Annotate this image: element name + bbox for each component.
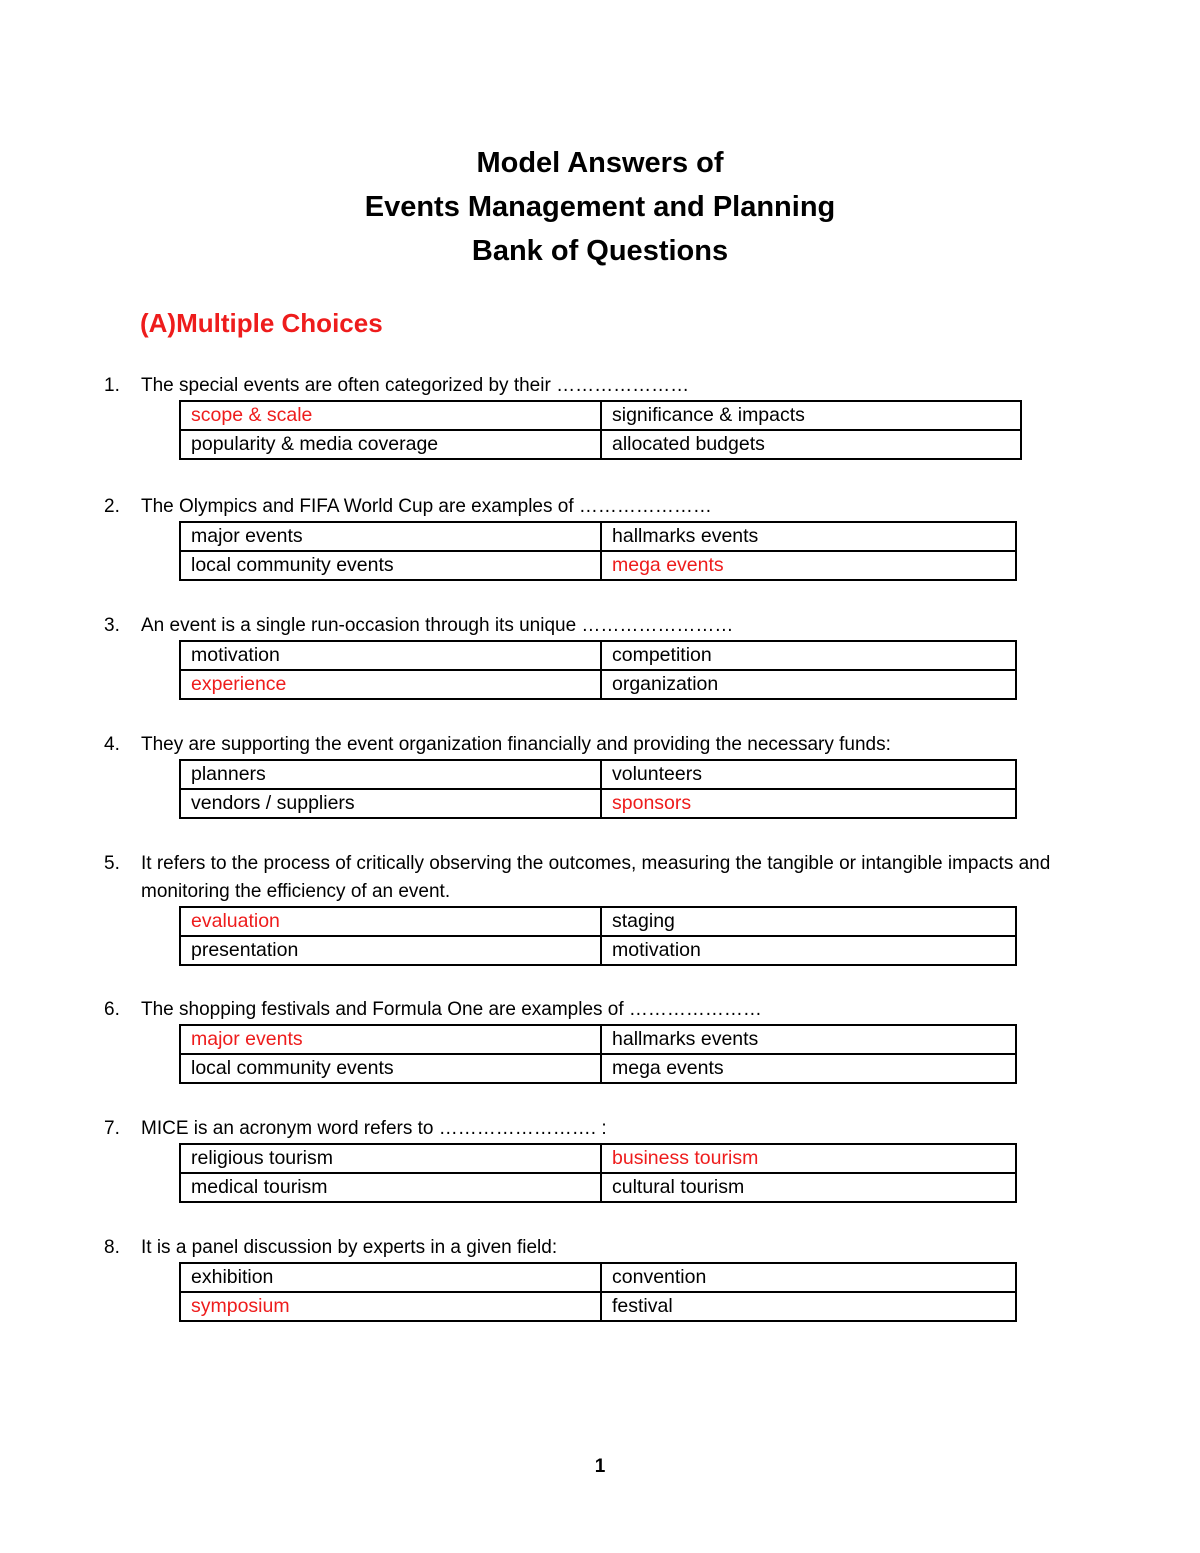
option: mega events: [601, 1054, 1016, 1083]
question-number: 8.: [104, 1237, 120, 1258]
question-text: The special events are often categorized by their …………………: [141, 375, 690, 396]
option: business tourism: [601, 1144, 1016, 1173]
option: significance & impacts: [601, 401, 1021, 430]
option: religious tourism: [180, 1144, 601, 1173]
option: exhibition: [180, 1263, 601, 1292]
option: major events: [180, 1025, 601, 1054]
question-text: They are supporting the event organization financially and providing the necessary funds:: [141, 734, 891, 755]
option: allocated budgets: [601, 430, 1021, 459]
option: staging: [601, 907, 1016, 936]
question-text: The Olympics and FIFA World Cup are examples of …………………: [141, 496, 712, 517]
title-line-2: Events Management and Planning: [364, 191, 836, 223]
option: hallmarks events: [601, 1025, 1016, 1054]
option: sponsors: [601, 789, 1016, 818]
option: local community events: [180, 551, 601, 580]
option: hallmarks events: [601, 522, 1016, 551]
question-number: 1.: [104, 375, 120, 396]
page-number: 1: [594, 1456, 606, 1477]
option: popularity & media coverage: [180, 430, 601, 459]
question-number: 3.: [104, 615, 120, 636]
option: planners: [180, 760, 601, 789]
question-text: It refers to the process of critically observing the outcomes, measuring the tangible or intangible impacts and monitoring the efficiency of an event.: [141, 853, 1051, 902]
option: motivation: [180, 641, 601, 670]
question-number: 2.: [104, 496, 120, 517]
option: convention: [601, 1263, 1016, 1292]
options-table: [179, 400, 1022, 460]
option: competition: [601, 641, 1016, 670]
option: symposium: [180, 1292, 601, 1321]
options-table: [179, 521, 1017, 581]
question-text: MICE is an acronym word refers to ……………………. :: [141, 1118, 607, 1139]
option: evaluation: [180, 907, 601, 936]
question-number: 7.: [104, 1118, 120, 1139]
option: volunteers: [601, 760, 1016, 789]
option: local community events: [180, 1054, 601, 1083]
options-table: [179, 1143, 1017, 1203]
option: motivation: [601, 936, 1016, 965]
option: experience: [180, 670, 601, 699]
question-number: 5.: [104, 853, 120, 874]
section-heading: (A)Multiple Choices: [140, 308, 383, 338]
title-line-3: Bank of Questions: [471, 235, 729, 267]
options-table: [179, 1024, 1017, 1084]
option: scope & scale: [180, 401, 601, 430]
options-table: [179, 1262, 1017, 1322]
options-table: [179, 906, 1017, 966]
question-text: The shopping festivals and Formula One are examples of …………………: [141, 999, 762, 1020]
options-table: [179, 759, 1017, 819]
option: organization: [601, 670, 1016, 699]
option: medical tourism: [180, 1173, 601, 1202]
question-text: An event is a single run-occasion through its unique ……………………: [141, 615, 734, 636]
title-line-1: Model Answers of: [476, 147, 724, 179]
question-number: 4.: [104, 734, 120, 755]
question-number: 6.: [104, 999, 120, 1020]
option: mega events: [601, 551, 1016, 580]
option: presentation: [180, 936, 601, 965]
option: vendors / suppliers: [180, 789, 601, 818]
option: major events: [180, 522, 601, 551]
option: cultural tourism: [601, 1173, 1016, 1202]
options-table: [179, 640, 1017, 700]
option: festival: [601, 1292, 1016, 1321]
question-text: It is a panel discussion by experts in a given field:: [141, 1237, 558, 1258]
